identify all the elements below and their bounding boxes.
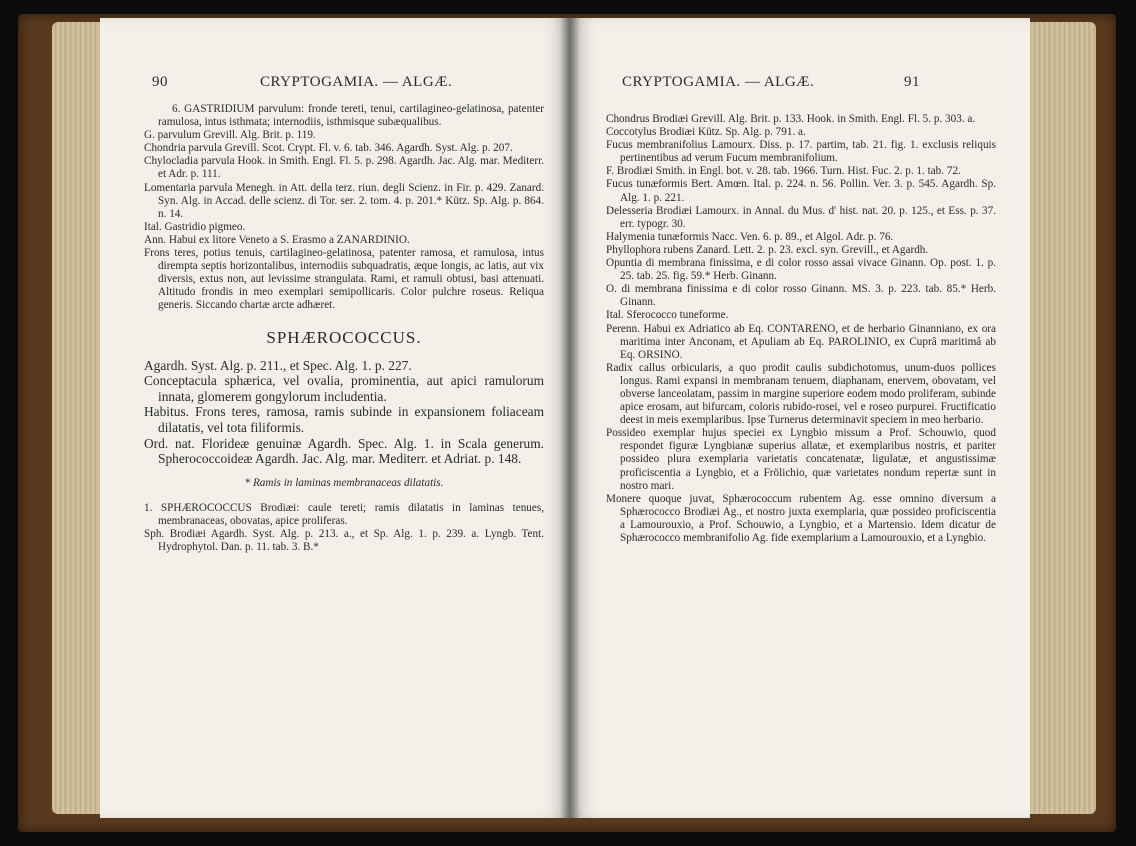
description-paragraph: Radix callus orbicularis, a quo prodit caulis subdichotomus, unum-duos pollices longus. Rami expansi in membranam tenuem, diaphanam, enervem, obovatam, vel obverse lanceolatam, passim in margine superiore eodem modo proliferam, subinde apice erosam, aut bifurcam, coloris rubido-rosei, vel e roseo purpurei. Fructificatio deest in meis exemplaribus. Ipse Turnerus determinavit speciem in meo herbario.: [606, 361, 996, 427]
right-running-head: [622, 74, 920, 91]
left-page-number: 90: [152, 74, 168, 90]
species-entry: 1. SPHÆROCOCCUS Brodiæi: caule tereti; ramis dilatatis in laminas tenues, membranaceas, obovatas, apice proliferas.: [144, 501, 544, 527]
habitat-note: Perenn. Habui ex Adriatico ab Eq. CONTARENO, et de herbario Ginanniano, ex ora maritima inter Anconam, et Apuliam ab Eq. PAROLINIO, ex Cuprâ maritimâ ab Eq. ORSINO.: [606, 322, 996, 361]
remark-paragraph: Monere quoque juvat, Sphærococcum rubentem Ag. esse omnino diversum a Sphærococco Brodiæi Ag., et nostro juxta exemplaria, quæ possideo proficiscentia a Lamourouxio, a Prof. Schouwio, a Lyngbio, et a Martensio. Idem dicatur de Sphærococco membranifolio Ag. fide exemplarium a Lamourouxio, et a Lyngbio.: [606, 492, 996, 544]
genus-character: Conceptacula sphærica, vel ovalia, prominentia, aut apici ramulorum innata, glomerem gongylorum includentia.: [144, 373, 544, 404]
left-page: [100, 18, 570, 818]
genus-heading: SPHÆROCOCCUS.: [266, 327, 422, 347]
right-page-number: 91: [904, 74, 920, 90]
synonym-entry: Phyllophora rubens Zanard. Lett. 2. p. 23. excl. syn. Grevill., et Agardh.: [606, 243, 929, 256]
genus-reference: Agardh. Syst. Alg. p. 211., et Spec. Alg. 1. p. 227.: [144, 357, 412, 373]
synonym-entry: G. parvulum Grevill. Alg. Brit. p. 119.: [144, 129, 316, 142]
book-gutter: [560, 18, 580, 818]
habitat-note: Ann. Habui ex litore Veneto a S. Erasmo a ZANARDINIO.: [144, 233, 410, 246]
synonym-entry: Chondria parvula Grevill. Scot. Crypt. Fl. v. 6. tab. 346. Agardh. Syst. Alg. p. 207.: [144, 142, 513, 155]
synonym-entry: Chylocladia parvula Hook. in Smith. Engl. Fl. 5. p. 298. Agardh. Jac. Alg. mar. Mediterr. et Adr. p. 111.: [144, 155, 544, 181]
italian-name: Ital. Gastridio pigmeo.: [144, 220, 246, 233]
synonym-entry: Fucus membranifolius Lamourx. Diss. p. 17. partim, tab. 21. fig. 1. exclusis reliquis pertinentibus ad verum Fucum membranifolium.: [606, 139, 996, 165]
synonym-entry: Fucus tunæformis Bert. Amœn. Ital. p. 224. n. 56. Pollin. Ver. 3. p. 545. Agardh. Sp. Alg. 1. p. 221.: [606, 178, 996, 204]
right-text-column: [606, 113, 996, 545]
synonym-entry: Delesseria Brodiæi Lamourx. in Annal. du Mus. d' hist. nat. 20. p. 125., et Ess. p. 37. err. typogr. 30.: [606, 204, 996, 230]
synonym-entry: F. Brodiæi Smith. in Engl. bot. v. 28. tab. 1966. Turn. Hist. Fuc. 2. p. 1. tab. 72.: [606, 165, 961, 178]
left-running-head: [152, 74, 453, 91]
remark-paragraph: Possideo exemplar hujus speciei ex Lyngbio missum a Prof. Schouwio, quod respondet figuræ Lyngbianæ superius allatæ, et exemplaribus nostris, et pariter possideo plura exemplaria varietatis concatenatæ, ligulatæ, et angustissimæ proficiscentia a Lyngbio, et a Frölichio, quæ varietates nondum repertæ sunt in nostro mari.: [606, 427, 996, 492]
italian-name: Ital. Sferococco tuneforme.: [606, 309, 729, 322]
synonym-entry: O. di membrana finissima e di color rosso Ginann. MS. 3. p. 223. tab. 85.* Herb. Ginann.: [606, 283, 996, 309]
synonym-entry: Coccotylus Brodiæi Kütz. Sp. Alg. p. 791. a.: [606, 126, 806, 139]
genus-footnote: * Ramis in laminas membranaceas dilatatis.: [244, 476, 444, 489]
synonym-entry: Chondrus Brodiæi Grevill. Alg. Brit. p. 133. Hook. in Smith. Engl. Fl. 5. p. 303. a.: [606, 113, 976, 125]
synonym-entry: Opuntia di membrana finissima, e di color rosso assai vivace Ginann. Op. post. 1. p. 25. tab. 25. fig. 59.* Herb. Ginann.: [606, 257, 996, 283]
genus-order: Ord. nat. Florideæ genuinæ Agardh. Spec. Alg. 1. in Scala generum. Spherococcoideæ Agardh. Jac. Alg. mar. Mediterr. et Adriat. p. 148.: [144, 435, 544, 467]
right-running-head-text: CRYPTOGAMIA. — ALGÆ.: [622, 74, 815, 90]
species-entry: 6. GASTRIDIUM parvulum: fronde tereti, tenui, cartilagineo-gelatinosa, patenter ramulosa, intus isthmata; internodiis, isthmisque subæqualibus.: [158, 103, 544, 129]
left-text-column: [144, 103, 544, 554]
description-paragraph: Frons teres, potius tenuis, cartilagineo-gelatinosa, patenter ramosa, et ramulosa, intus dirempta septis horizontalibus, internodiis subquadratis, æque longis, ac latis, aut vix diversis, extus non, aut levissime strangulata. Rami, et ramuli obtusi, basi attenuati. Altitudo frondis in meo exemplari semipollicaris. Color pulchre roseus. Reliqua generis. Siccando chartæ arcte adhæret.: [144, 247, 544, 312]
genus-habitus: Habitus. Frons teres, ramosa, ramis subinde in expansionem foliaceam dilatatis, vel tota filiformis.: [144, 404, 544, 435]
left-running-head-text: CRYPTOGAMIA. — ALGÆ.: [260, 74, 453, 90]
synonym-entry: Lomentaria parvula Menegh. in Att. della terz. riun. degli Scienz. in Fir. p. 429. Zanard. Syn. Alg. in Accad. delle scienz. di Tor. ser. 2. tom. 4. p. 201.* Kütz. Sp. Alg. p. 864. n. 14.: [144, 181, 544, 220]
right-page: [570, 18, 1030, 818]
synonym-entry: Sph. Brodiæi Agardh. Syst. Alg. p. 213. a., et Sp. Alg. 1. p. 239. a. Lyngb. Tent. Hydrophytol. Dan. p. 11. tab. 3. B.*: [144, 528, 544, 554]
right-page-edges: [1026, 22, 1096, 814]
synonym-entry: Halymenia tunæformis Nacc. Ven. 6. p. 89., et Algol. Adr. p. 76.: [606, 230, 894, 243]
